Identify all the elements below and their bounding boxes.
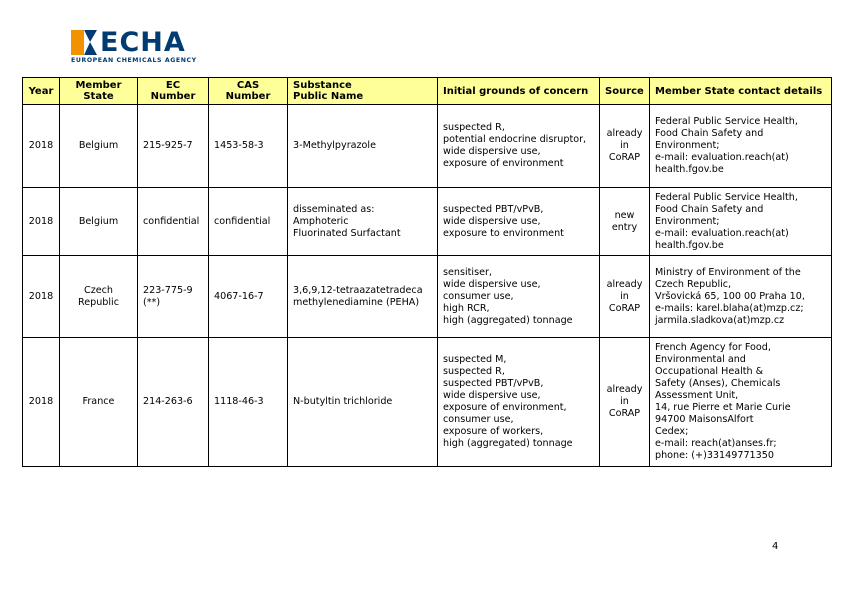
cell-cas-number: 1453-58-3 [209, 105, 288, 188]
table-row [23, 188, 832, 256]
cell-contact: Ministry of Environment of the Czech Republic, Vršovická 65, 100 00 Praha 10, e-mails: karel.blaha(at)mzp.cz; jarmila.sladkova(at)mzp.cz [650, 256, 832, 338]
cell-cas-number: 1118-46-3 [209, 338, 288, 467]
cell-ec-number: 215-925-7 [138, 105, 209, 188]
table-row [23, 105, 832, 188]
cell-contact: Federal Public Service Health, Food Chain Safety and Environment; e-mail: evaluation.reach(at) health.fgov.be [650, 105, 832, 188]
header-year: Year [23, 78, 60, 105]
cell-ec-number: confidential [138, 188, 209, 256]
echa-logo-mark-icon [71, 28, 99, 56]
cell-substance: N-butyltin trichloride [288, 338, 438, 467]
cell-member-state: Belgium [60, 105, 138, 188]
header-substance: Substance Public Name [288, 78, 438, 105]
cell-grounds: sensitiser, wide dispersive use, consumer use, high RCR, high (aggregated) tonnage [438, 256, 600, 338]
table-row [23, 338, 832, 467]
cell-year: 2018 [23, 188, 60, 256]
cell-member-state: Belgium [60, 188, 138, 256]
cell-member-state: France [60, 338, 138, 467]
cell-source: already in CoRAP [600, 105, 650, 188]
cell-year: 2018 [23, 105, 60, 188]
cell-source: already in CoRAP [600, 338, 650, 467]
cell-cas-number: 4067-16-7 [209, 256, 288, 338]
logo-wordmark: ECHA [100, 27, 186, 58]
cell-substance: 3-Methylpyrazole [288, 105, 438, 188]
cell-substance: disseminated as: Amphoteric Fluorinated Surfactant [288, 188, 438, 256]
header-member-state: Member State [60, 78, 138, 105]
cell-grounds: suspected R, potential endocrine disruptor, wide dispersive use, exposure of environment [438, 105, 600, 188]
cell-grounds: suspected PBT/vPvB, wide dispersive use, exposure to environment [438, 188, 600, 256]
cell-ec-number: 223-775-9 (**) [138, 256, 209, 338]
cell-contact: French Agency for Food, Environmental and Occupational Health & Safety (Anses), Chemicals Assessment Unit, 14, rue Pierre et Marie Curie 94700 MaisonsAlfort Cedex; e-mail: reach(at)anses.fr; phone: (+)33149771350 [650, 338, 832, 467]
cell-substance: 3,6,9,12-tetraazatetradeca methylenediamine (PEHA) [288, 256, 438, 338]
cell-contact: Federal Public Service Health, Food Chain Safety and Environment; e-mail: evaluation.reach(at) health.fgov.be [650, 188, 832, 256]
cell-member-state: Czech Republic [60, 256, 138, 338]
cell-grounds: suspected M, suspected R, suspected PBT/vPvB, wide dispersive use, exposure of environment, consumer use, exposure of workers, high (aggregated) tonnage [438, 338, 600, 467]
header-source: Source [600, 78, 650, 105]
cell-ec-number: 214-263-6 [138, 338, 209, 467]
table-header-row [23, 78, 832, 105]
substance-table [22, 77, 832, 467]
echa-logo [71, 28, 211, 68]
cell-cas-number: confidential [209, 188, 288, 256]
header-grounds: Initial grounds of concern [438, 78, 600, 105]
cell-source: new entry [600, 188, 650, 256]
header-ec-number: EC Number [138, 78, 209, 105]
cell-year: 2018 [23, 338, 60, 467]
header-contact: Member State contact details [650, 78, 832, 105]
table-row [23, 256, 832, 338]
header-cas-number: CAS Number [209, 78, 288, 105]
logo-subtitle: EUROPEAN CHEMICALS AGENCY [71, 57, 197, 64]
cell-year: 2018 [23, 256, 60, 338]
cell-source: already in CoRAP [600, 256, 650, 338]
page-number: 4 [772, 541, 779, 552]
